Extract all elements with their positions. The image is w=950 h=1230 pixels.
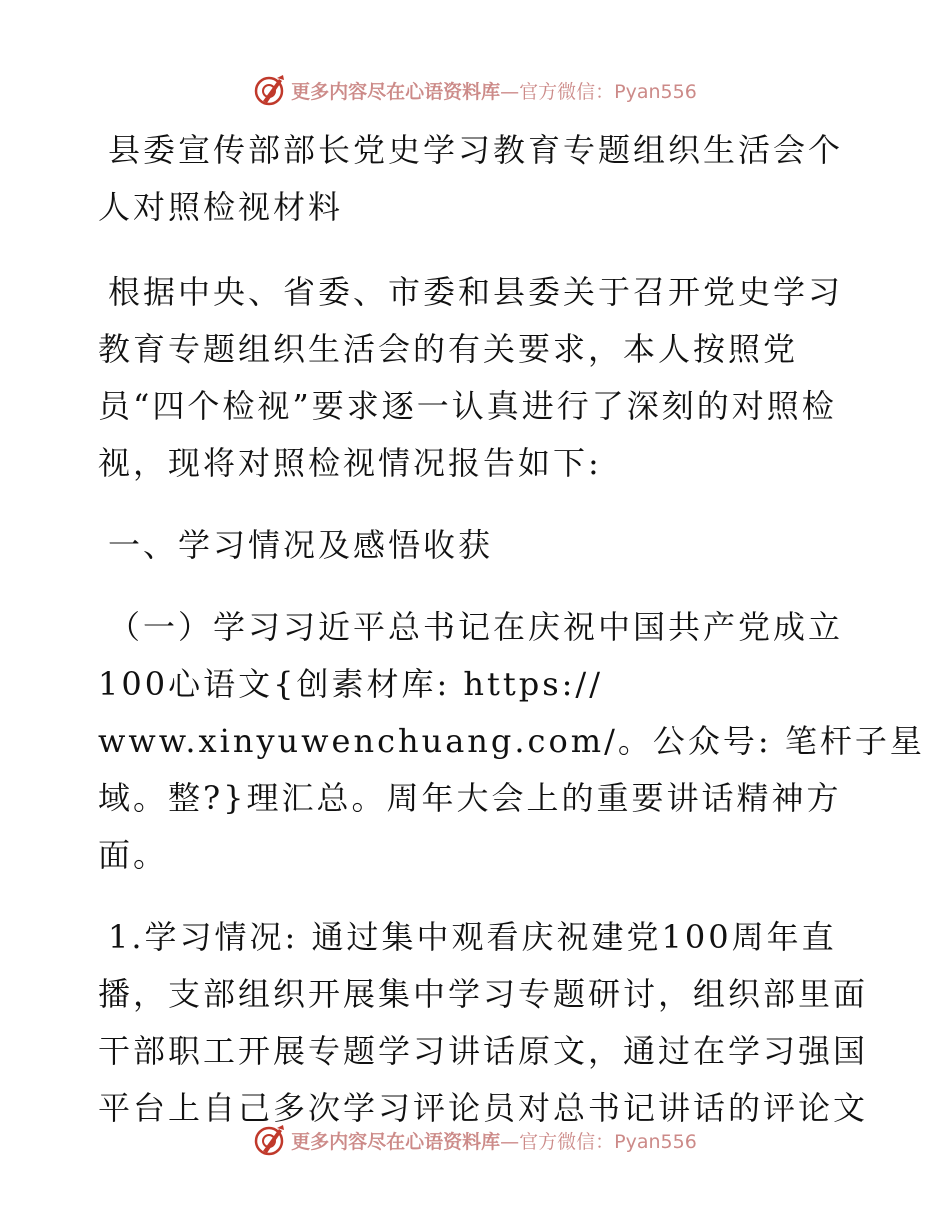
paragraph-line: 播，支部组织开展集中学习专题研讨，组织部里面 bbox=[98, 975, 869, 1013]
paragraph-line: 100心语文{创素材库: https:// bbox=[98, 665, 603, 703]
subsection-paragraph bbox=[98, 599, 925, 884]
banner-library-text: 更多内容尽在心语资料库 bbox=[291, 80, 501, 103]
title-line: 人对照检视材料 bbox=[98, 188, 344, 226]
paragraph-line: www.xinyuwenchuang.com/。公众号: 笔杆子星 bbox=[98, 722, 925, 760]
paragraph-line: 教育专题组织生活会的有关要求，本人按照党 bbox=[98, 330, 799, 368]
paragraph-line: （一）学习习近平总书记在庆祝中国共产党成立 bbox=[108, 608, 844, 646]
paragraph-line: 域。整?}理汇总。周年大会上的重要讲话精神方 bbox=[98, 779, 842, 817]
intro-paragraph bbox=[98, 264, 858, 492]
paragraph-line: 视，现将对照检视情况报告如下: bbox=[98, 444, 602, 482]
banner-separator: — bbox=[500, 1130, 520, 1153]
paragraph-line: 面。 bbox=[98, 836, 169, 874]
banner-contact-text: 官方微信：Pyan556 bbox=[519, 80, 697, 103]
paragraph-line: 平台上自己多次学习评论员对总书记讲话的评论文 bbox=[98, 1089, 869, 1127]
paragraph-line: 干部职工开展专题学习讲话原文，通过在学习强国 bbox=[98, 1032, 869, 1070]
paragraph-line: 1.学习情况: 通过集中观看庆祝建党100周年直 bbox=[108, 918, 837, 956]
title-line: 县委宣传部部长党史学习教育专题组织生活会个 bbox=[108, 131, 844, 169]
section-heading: 一、学习情况及感悟收获 bbox=[108, 526, 494, 564]
footer-banner bbox=[0, 1122, 950, 1158]
paragraph-line: 员“四个检视”要求逐一认真进行了深刻的对照检 bbox=[98, 387, 837, 425]
banner-contact-text: 官方微信：Pyan556 bbox=[519, 1130, 697, 1153]
brush-pen-logo-icon bbox=[253, 73, 287, 107]
paragraph-line: 根据中央、省委、市委和县委关于召开党史学习 bbox=[108, 273, 844, 311]
document-title bbox=[98, 122, 858, 236]
header-banner bbox=[0, 72, 950, 108]
item-paragraph bbox=[98, 909, 869, 1137]
document-body bbox=[98, 122, 925, 1162]
banner-separator: — bbox=[500, 80, 520, 103]
brush-pen-logo-icon bbox=[253, 1123, 287, 1157]
banner-library-text: 更多内容尽在心语资料库 bbox=[291, 1130, 501, 1153]
